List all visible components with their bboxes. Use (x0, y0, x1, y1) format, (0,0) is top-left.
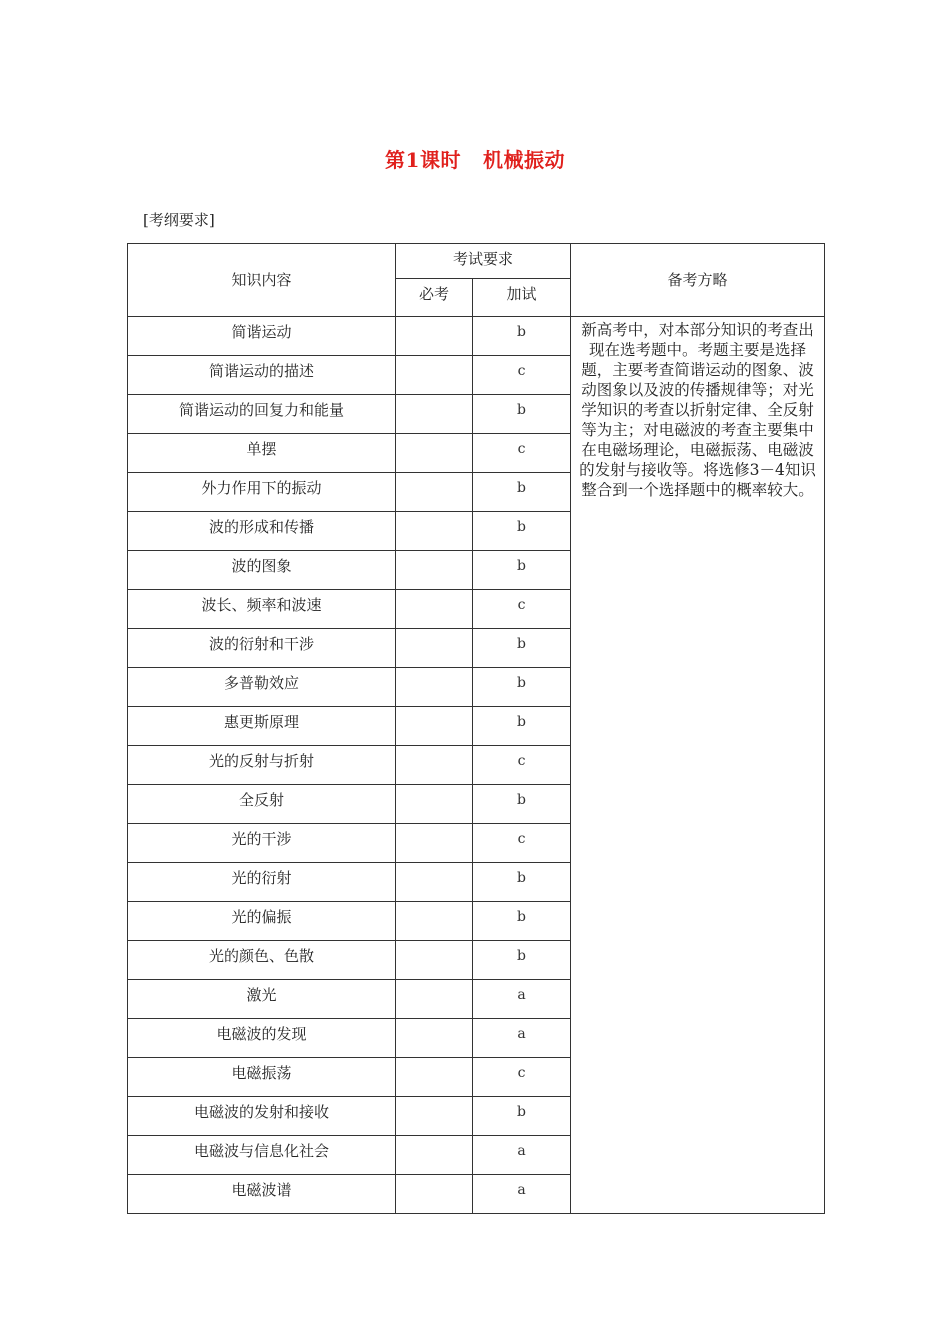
topic-cell: 电磁振荡 (128, 1058, 396, 1097)
additional-cell: c (473, 1058, 571, 1097)
additional-cell: c (473, 824, 571, 863)
additional-cell: b (473, 902, 571, 941)
required-cell (396, 1019, 473, 1058)
additional-cell: b (473, 863, 571, 902)
additional-cell: a (473, 980, 571, 1019)
lesson-number: 第1课时 (385, 148, 461, 172)
additional-cell: a (473, 1019, 571, 1058)
additional-cell: b (473, 668, 571, 707)
topic-cell: 惠更斯原理 (128, 707, 396, 746)
required-cell (396, 824, 473, 863)
topic-cell: 光的衍射 (128, 863, 396, 902)
topic-cell: 光的干涉 (128, 824, 396, 863)
strategy-cell: 新高考中，对本部分知识的考查出现在选考题中。考题主要是选择题，主要考查简谐运动的图象、波动图象以及波的传播规律等；对光学知识的考查以折射定律、全反射等为主；对电磁波的考查主要集中在电磁场理论，电磁振荡、电磁波的发射与接收等。将选修3－4知识整合到一个选择题中的概率较大。 (571, 317, 825, 1214)
additional-cell: b (473, 317, 571, 356)
required-cell (396, 551, 473, 590)
topic-cell: 波的形成和传播 (128, 512, 396, 551)
required-cell (396, 1058, 473, 1097)
page-title (0, 144, 950, 173)
additional-cell: c (473, 590, 571, 629)
additional-cell: b (473, 551, 571, 590)
required-cell (396, 1136, 473, 1175)
topic-cell: 波的图象 (128, 551, 396, 590)
required-cell (396, 629, 473, 668)
topic-cell: 简谐运动的描述 (128, 356, 396, 395)
header-required: 必考 (396, 279, 473, 317)
additional-cell: c (473, 356, 571, 395)
required-cell (396, 902, 473, 941)
required-cell (396, 746, 473, 785)
additional-cell: c (473, 746, 571, 785)
additional-cell: b (473, 785, 571, 824)
required-cell (396, 395, 473, 434)
required-cell (396, 863, 473, 902)
additional-cell: a (473, 1175, 571, 1214)
topic-cell: 光的颜色、色散 (128, 941, 396, 980)
topic-cell: 简谐运动的回复力和能量 (128, 395, 396, 434)
required-cell (396, 1097, 473, 1136)
required-cell (396, 512, 473, 551)
required-cell (396, 785, 473, 824)
required-cell (396, 980, 473, 1019)
required-cell (396, 668, 473, 707)
required-cell (396, 317, 473, 356)
additional-cell: b (473, 941, 571, 980)
topic-cell: 外力作用下的振动 (128, 473, 396, 512)
additional-cell: b (473, 707, 571, 746)
additional-cell: c (473, 434, 571, 473)
topic-cell: 激光 (128, 980, 396, 1019)
header-exam-requirements: 考试要求 (396, 244, 571, 279)
required-cell (396, 434, 473, 473)
required-cell (396, 473, 473, 512)
additional-cell: b (473, 473, 571, 512)
topic-cell: 全反射 (128, 785, 396, 824)
topic-cell: 波长、频率和波速 (128, 590, 396, 629)
topic-cell: 电磁波的发射和接收 (128, 1097, 396, 1136)
topic-cell: 电磁波与信息化社会 (128, 1136, 396, 1175)
required-cell (396, 1175, 473, 1214)
header-additional: 加试 (473, 279, 571, 317)
required-cell (396, 590, 473, 629)
topic-cell: 光的偏振 (128, 902, 396, 941)
additional-cell: b (473, 395, 571, 434)
topic-cell: 光的反射与折射 (128, 746, 396, 785)
additional-cell: b (473, 1097, 571, 1136)
header-row (128, 244, 825, 279)
topic-cell: 电磁波的发现 (128, 1019, 396, 1058)
header-content: 知识内容 (128, 244, 396, 317)
additional-cell: b (473, 512, 571, 551)
topic-cell: 波的衍射和干涉 (128, 629, 396, 668)
required-cell (396, 941, 473, 980)
topic-cell: 电磁波谱 (128, 1175, 396, 1214)
topic-cell: 多普勒效应 (128, 668, 396, 707)
syllabus-table (127, 243, 825, 1214)
additional-cell: b (473, 629, 571, 668)
required-cell (396, 356, 473, 395)
header-strategy: 备考方略 (571, 244, 825, 317)
lesson-topic: 机械振动 (482, 148, 565, 172)
topic-cell: 单摆 (128, 434, 396, 473)
table-row (128, 317, 825, 356)
topic-cell: 简谐运动 (128, 317, 396, 356)
section-label: [考纲要求] (143, 211, 215, 229)
additional-cell: a (473, 1136, 571, 1175)
required-cell (396, 707, 473, 746)
